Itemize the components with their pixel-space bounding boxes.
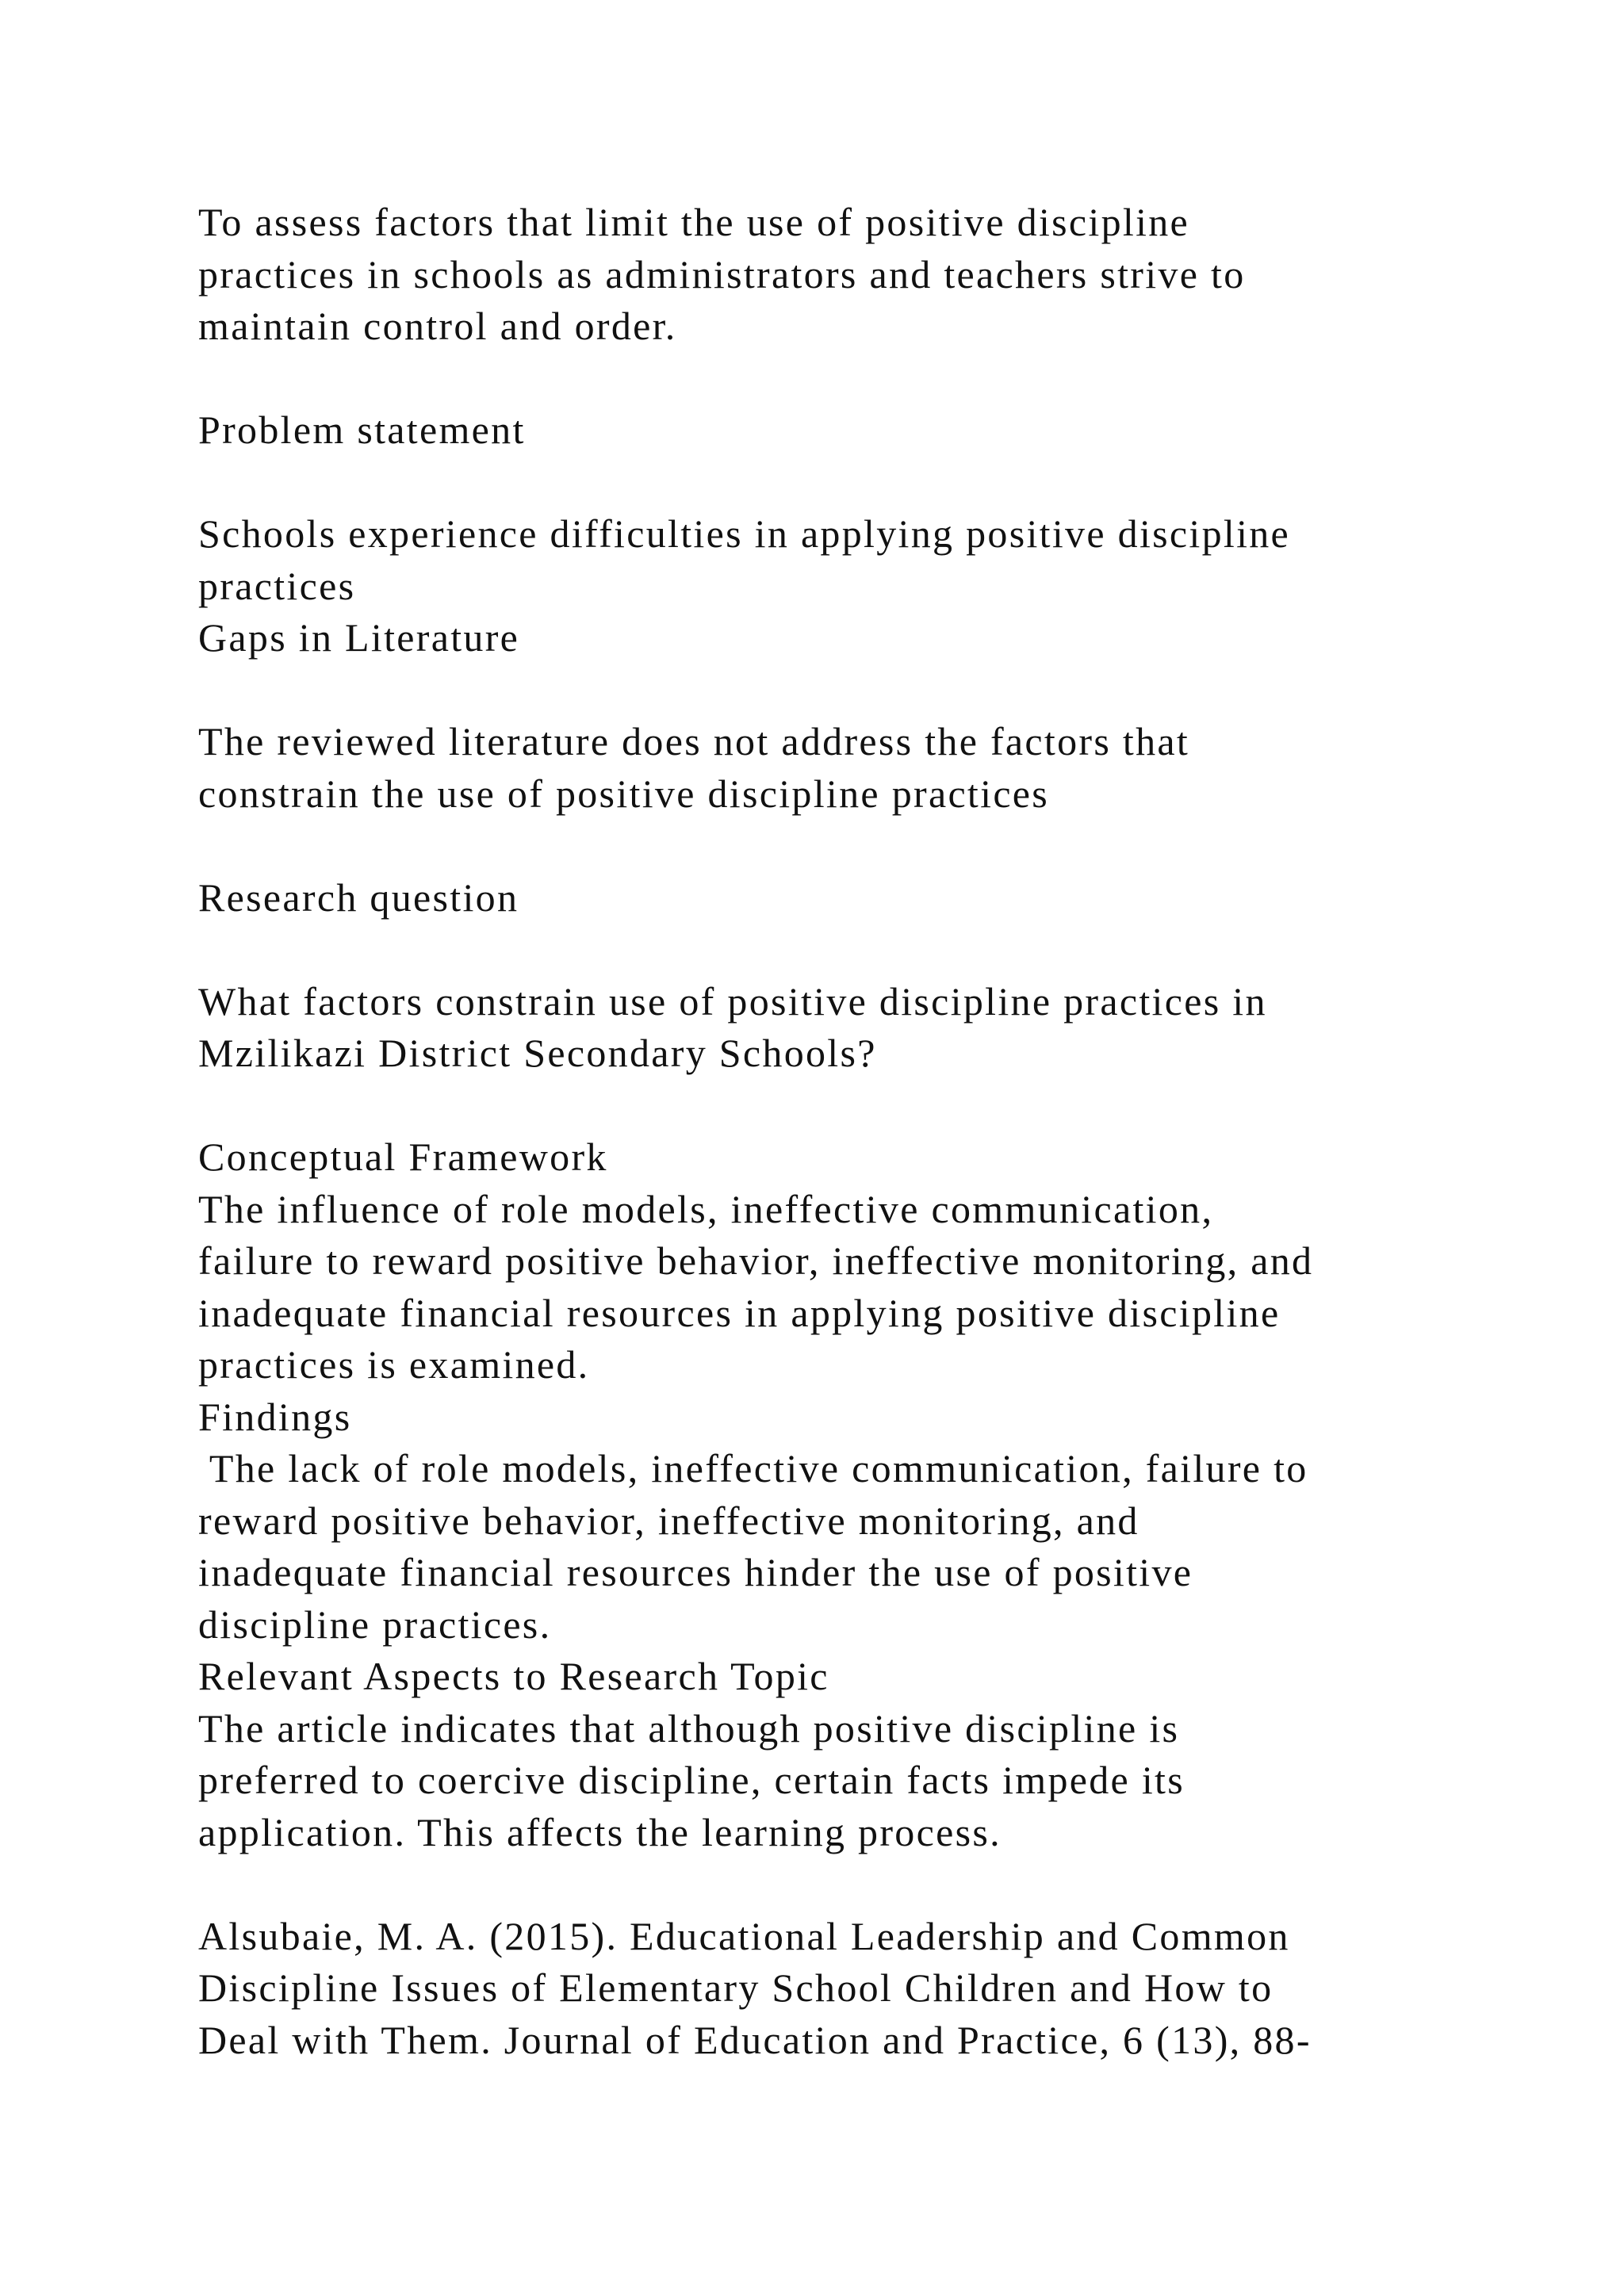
blank-line xyxy=(198,820,1483,872)
text-line: reward positive behavior, ineffective monitoring, and xyxy=(198,1498,1139,1543)
blank-line xyxy=(198,353,1483,405)
text-line: The influence of role models, ineffective communication, xyxy=(198,1186,1214,1231)
blank-line xyxy=(198,457,1483,509)
text-line: practices is examined. xyxy=(198,1342,590,1387)
text-line: constrain the use of positive discipline practices xyxy=(198,771,1050,816)
text-line: preferred to coercive discipline, certain facts impede its xyxy=(198,1758,1185,1802)
blank-line xyxy=(198,1080,1483,1132)
text-line: maintain control and order. xyxy=(198,304,677,348)
text-line: The article indicates that although positive discipline is xyxy=(198,1705,1180,1751)
section-heading: Conceptual Framework xyxy=(198,1135,608,1179)
text-line: discipline practices. xyxy=(198,1601,552,1647)
text-line: practices in schools as administrators and teachers strive to xyxy=(198,251,1246,297)
text-line: inadequate financial resources in applying positive discipline xyxy=(198,1290,1281,1335)
text-line: Mzilikazi District Secondary Schools? xyxy=(198,1031,877,1075)
blank-line xyxy=(198,924,1483,976)
text-line: The lack of role models, ineffective communication, failure to xyxy=(198,1446,1308,1490)
citation-line: Deal with Them. Journal of Education and Practice, 6 (13), 88- xyxy=(198,2017,1312,2062)
text-line: failure to reward positive behavior, ineffective monitoring, and xyxy=(198,1238,1314,1283)
text-line: The reviewed literature does not address the factors that xyxy=(198,719,1190,763)
citation-line: Alsubaie, M. A. (2015). Educational Leadership and Common xyxy=(198,1913,1290,1958)
document-body xyxy=(198,197,1483,2066)
section-heading: Findings xyxy=(198,1394,352,1439)
section-heading: Relevant Aspects to Research Topic xyxy=(198,1654,829,1698)
text-line: What factors constrain use of positive discipline practices in xyxy=(198,978,1267,1024)
text-line: practices xyxy=(198,563,356,608)
text-line: inadequate financial resources hinder the use of positive xyxy=(198,1550,1193,1594)
section-heading: Gaps in Literature xyxy=(198,615,520,660)
section-heading: Research question xyxy=(198,874,519,920)
section-heading: Problem statement xyxy=(198,408,526,452)
text-line: Schools experience difficulties in applying positive discipline xyxy=(198,511,1291,556)
text-line: application. This affects the learning process. xyxy=(198,1809,1002,1854)
text-line: To assess factors that limit the use of positive discipline xyxy=(198,200,1190,244)
blank-line xyxy=(198,664,1483,717)
citation-line: Discipline Issues of Elementary School Children and How to xyxy=(198,1965,1274,2010)
blank-line xyxy=(198,1858,1483,1911)
